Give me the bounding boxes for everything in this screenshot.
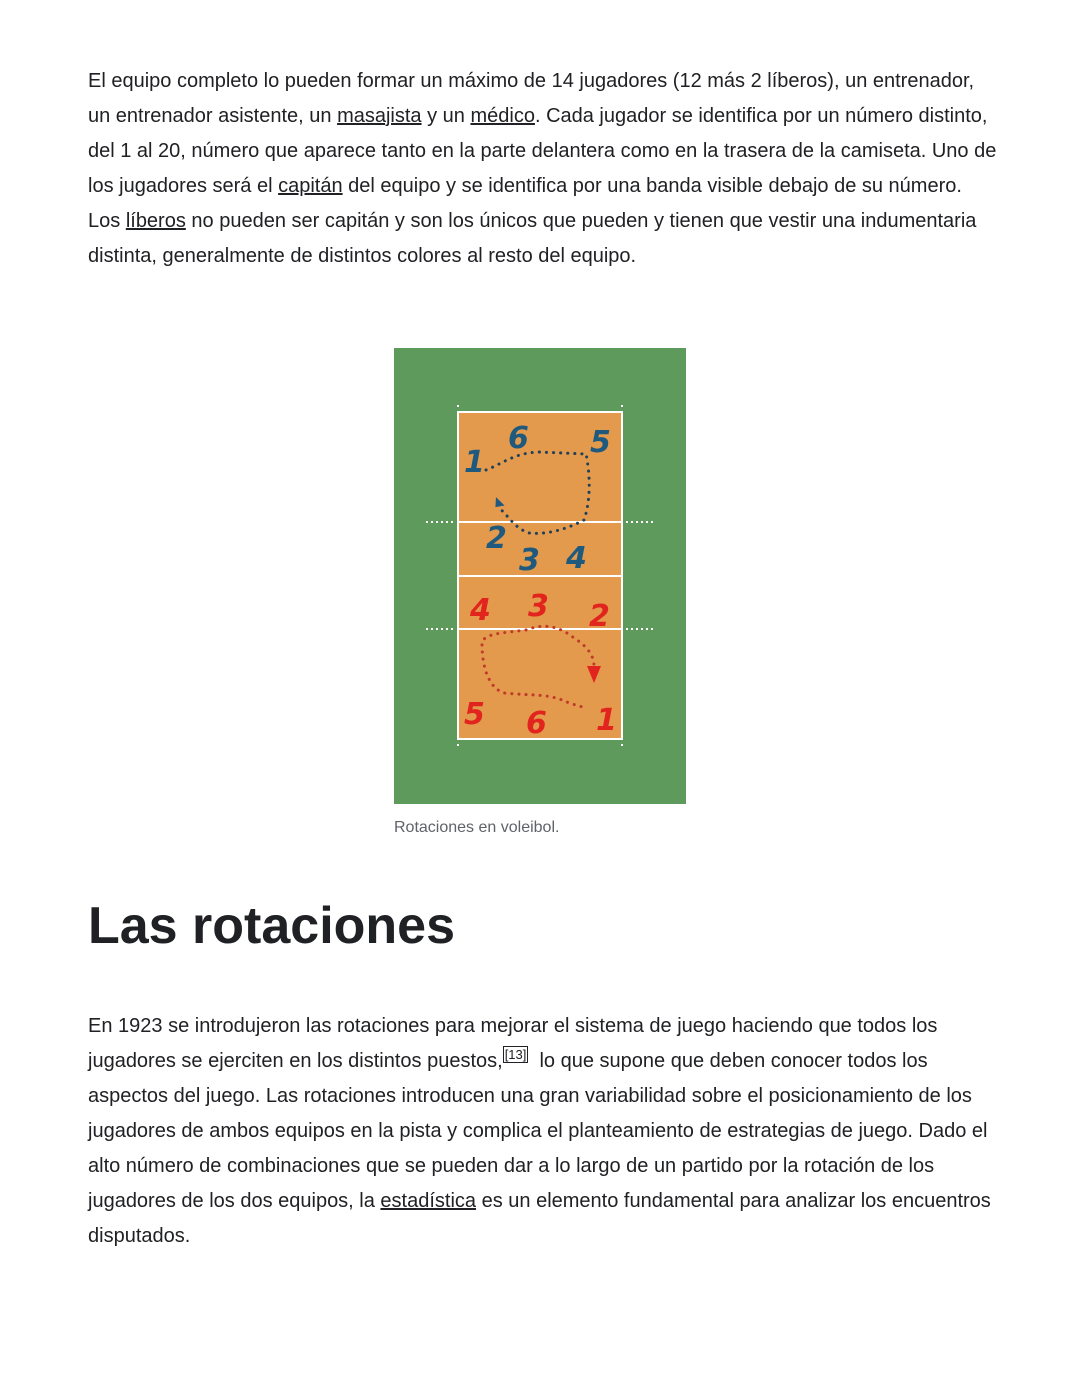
blue-number: 1 [464,445,485,480]
red-number: 5 [464,697,485,732]
link-medico[interactable]: médico [470,105,535,127]
blue-number: 2 [486,521,507,556]
red-number: 6 [526,706,547,741]
link-liberos[interactable]: líberos [125,210,186,232]
text: y un [421,105,471,127]
text: no pueden ser capitán y son los únicos que pueden y tienen que vestir una indumentaria distinta, generalmente de distintos colores al resto del equipo. [88,210,977,267]
text: . Cada jugador se identifica por un número distinto, del 1 al 20, número que aparece tanto en la parte delantera como en la trasera de la camiseta. Uno de los jugadores será el [88,105,997,197]
red-number: 2 [589,599,610,634]
red-number: 1 [596,703,617,738]
red-number: 4 [470,593,491,628]
text: lo que supone que deben conocer todos los aspectos del juego. Las rotaciones introducen una gran variabilidad sobre el posicionamiento de los jugadores de ambos equipos en la pista y complica el planteamiento de estrategias de juego. Dado el alto número de combinaciones que se pueden dar a lo largo de un partido por la rotación de los jugadores de los dos equipos, la [88,1050,994,1212]
reference [503,1046,529,1063]
section-heading: Las rotaciones [88,897,456,955]
rotation-figure [394,348,686,837]
text: El equipo completo lo pueden formar un máximo de 14 jugadores (12 más 2 líberos), un entrenador, un entrenador asistente, un [88,70,975,127]
red-number: 3 [528,589,549,624]
intro-paragraph [88,64,998,274]
link-estadistica[interactable]: estadística [380,1190,477,1212]
link-masajista[interactable]: masajista [337,105,422,127]
reference-link-13[interactable]: [13] [504,1047,527,1062]
text: es un elemento fundamental para analizar los encuentros disputados. [88,1190,991,1247]
text: En 1923 se introdujeron las rotaciones para mejorar el sistema de juego haciendo que todos los jugadores se ejerciten en los distintos puestos, [88,1015,938,1072]
rotations-paragraph [88,1009,998,1254]
link-capitan[interactable]: capitán [278,175,343,197]
blue-number: 4 [566,541,587,576]
figure-caption: Rotaciones en voleibol. [394,819,560,836]
blue-number: 5 [590,425,611,460]
text: del equipo y se identifica por una banda visible debajo de su número. Los [88,175,962,232]
blue-number: 6 [508,421,529,456]
blue-number: 3 [519,543,540,578]
volleyball-court-diagram [394,348,686,804]
